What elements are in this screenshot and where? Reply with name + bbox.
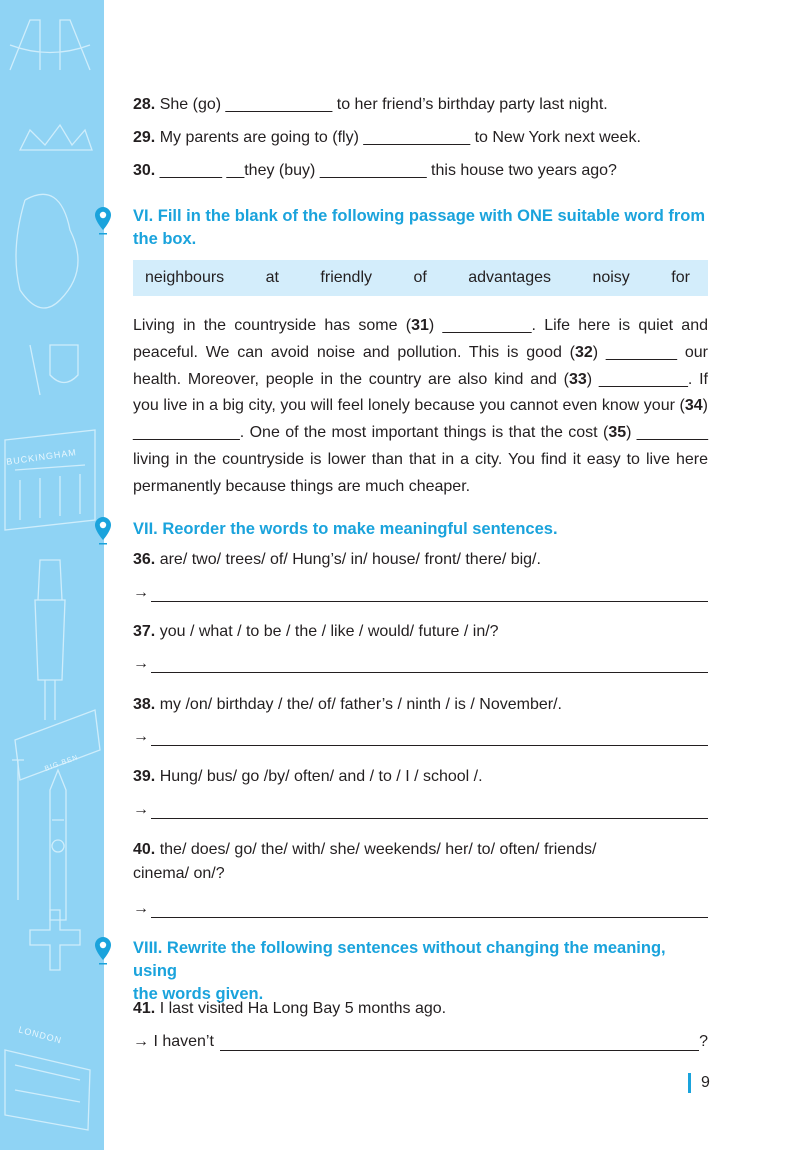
question-38 xyxy=(133,696,708,714)
passage-text: ) __________. If you live in a big city, you will feel lonely because you cannot even know your ( xyxy=(133,370,708,415)
decor-label-london: LONDON xyxy=(17,1024,64,1046)
question-text: are/ two/ trees/ of/ Hung’s/ in/ house/ front/ there/ big/. xyxy=(159,551,541,568)
section-7-heading: VII. Reorder the words to make meaningful sentences. xyxy=(133,520,558,538)
question-text: the/ does/ go/ the/ with/ she/ weekends/ her/ to/ often/ friends/ xyxy=(159,841,597,858)
word-option: at xyxy=(265,269,279,286)
passage-text: ) ____________. One of the most important things is that the cost ( xyxy=(133,397,708,442)
arrow-icon: → xyxy=(133,728,149,745)
section-6-heading xyxy=(133,205,713,251)
passage-text: Living in the countryside has some ( xyxy=(133,317,412,334)
answer-blank[interactable] xyxy=(151,731,708,746)
question-number: 28. xyxy=(133,96,156,113)
question-number: 36. xyxy=(133,551,156,568)
answer-line-38[interactable] xyxy=(133,726,708,746)
reading-passage xyxy=(133,313,708,501)
arrow-icon: → xyxy=(133,655,149,672)
word-box xyxy=(133,260,708,296)
answer-line-41[interactable] xyxy=(133,1031,708,1051)
question-28 xyxy=(133,96,708,114)
question-text: my /on/ birthday / the/ of/ father’s / ninth / is / November/. xyxy=(159,696,562,713)
answer-line-37[interactable] xyxy=(133,653,708,673)
location-pin-icon xyxy=(94,516,112,546)
word-option: advantages xyxy=(468,269,551,286)
decor-label-buckingham: BUCKINGHAM xyxy=(5,447,78,467)
arrow-icon: → xyxy=(133,584,149,601)
answer-line-40[interactable] xyxy=(133,898,708,918)
word-option: of xyxy=(413,269,427,286)
answer-prompt: → I haven’t xyxy=(133,1033,214,1050)
answer-blank[interactable] xyxy=(151,658,708,673)
passage-text: ) ________ our health. Moreover, people in the country are also kind and ( xyxy=(133,343,708,388)
answer-line-39[interactable] xyxy=(133,799,708,819)
word-option: friendly xyxy=(320,269,372,286)
heading-line: the words given. xyxy=(133,985,264,1003)
question-mark: ? xyxy=(699,1033,708,1050)
blank-number: 32 xyxy=(574,343,593,361)
answer-blank[interactable] xyxy=(151,587,708,602)
answer-line-36[interactable] xyxy=(133,582,708,602)
blank-number: 33 xyxy=(569,370,587,388)
decorative-side-strip xyxy=(0,0,104,1150)
word-option: for xyxy=(671,269,690,286)
question-text: you / what / to be / the / like / would/ future / in/? xyxy=(159,623,499,640)
word-option: noisy xyxy=(592,269,630,286)
question-number: 30. xyxy=(133,162,156,179)
decor-label-big-ben: BIG BEN xyxy=(43,754,80,773)
question-40-continued: cinema/ on/? xyxy=(133,865,225,882)
section-8-heading xyxy=(133,937,713,1006)
arrow-icon: → xyxy=(133,801,149,818)
question-number: 41. xyxy=(133,1000,156,1017)
question-37 xyxy=(133,623,708,641)
question-text: My parents are going to (fly) ____________ to New York next week. xyxy=(159,129,641,146)
heading-line: the box. xyxy=(133,230,197,248)
question-39 xyxy=(133,768,708,786)
question-36 xyxy=(133,551,708,569)
answer-blank[interactable] xyxy=(151,903,708,918)
question-number: 39. xyxy=(133,768,156,785)
question-number: 37. xyxy=(133,623,156,640)
question-number: 29. xyxy=(133,129,156,146)
question-text: Hung/ bus/ go /by/ often/ and / to / I / school /. xyxy=(159,768,483,785)
heading-line: VI. Fill in the blank of the following passage with ONE suitable word from xyxy=(133,207,706,225)
page-number xyxy=(688,1073,710,1093)
london-landmarks-illustration xyxy=(0,0,104,1150)
passage-text: ) __________. Life here is quiet and peaceful. We can avoid noise and pollution. This is good ( xyxy=(133,317,708,361)
question-30 xyxy=(133,162,708,180)
heading-line: VIII. Rewrite the following sentences without changing the meaning, using xyxy=(133,939,666,980)
answer-blank[interactable] xyxy=(151,804,708,819)
location-pin-icon xyxy=(94,206,112,236)
question-number: 38. xyxy=(133,696,156,713)
location-pin-icon xyxy=(94,936,112,966)
blank-number: 31 xyxy=(411,317,429,334)
question-text: She (go) ____________ to her friend’s birthday party last night. xyxy=(159,96,608,113)
question-29 xyxy=(133,129,708,147)
page-number-bar xyxy=(688,1073,691,1093)
question-41 xyxy=(133,1000,708,1018)
question-40 xyxy=(133,841,708,859)
answer-blank[interactable] xyxy=(220,1036,699,1051)
passage-text: ) ________ living in the countryside is lower than that in a city. You find it easy to live here permanently because things are much cheaper. xyxy=(133,424,708,495)
page-number-text: 9 xyxy=(701,1074,710,1091)
blank-number: 35 xyxy=(608,424,627,442)
word-option: neighbours xyxy=(145,269,225,286)
blank-number: 34 xyxy=(684,397,703,415)
question-number: 40. xyxy=(133,841,156,858)
question-text: _______ __they (buy) ____________ this house two years ago? xyxy=(159,162,617,179)
arrow-icon: → xyxy=(133,900,149,917)
question-text: I last visited Ha Long Bay 5 months ago. xyxy=(159,1000,447,1017)
